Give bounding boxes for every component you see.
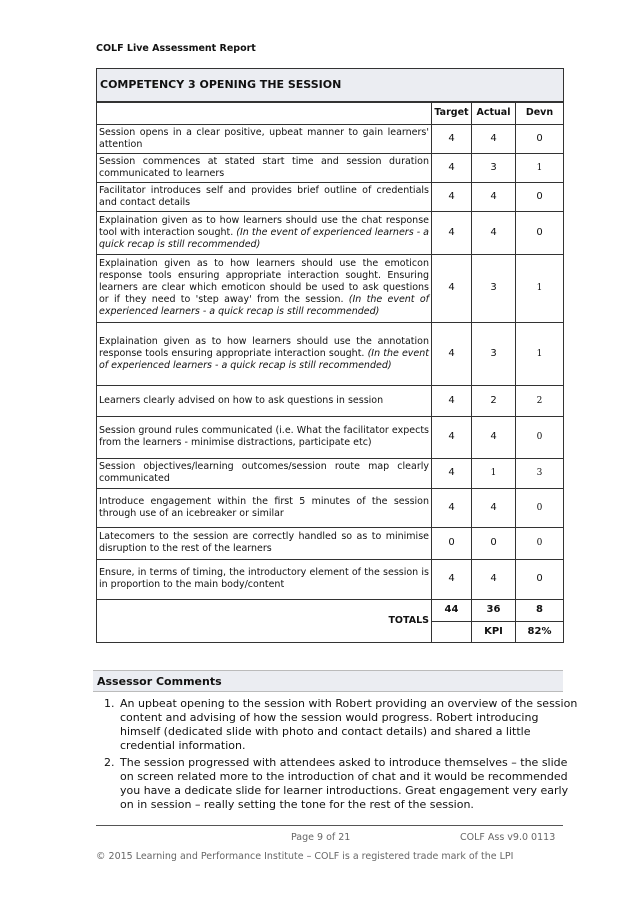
criteria-description: Ensure, in terms of timing, the introductory element of the session is in proportion to the main body/content [99, 567, 429, 590]
kpi-label: KPI [472, 621, 516, 642]
comment-item: 2. The session progressed with attendees asked to introduce themselves – the slide on screen related more to the introduction of chat and it would be recommended you have a dedicate slide for learner introductions. Great engagement very early on in session – really setting the tone for the rest of the session. [118, 756, 580, 812]
criteria-text [97, 385, 432, 416]
criteria-text [97, 182, 432, 211]
criteria-text [97, 488, 432, 527]
devn-score: 0 [516, 416, 564, 458]
footer-page-number: Page 9 of 21 [291, 832, 351, 843]
kpi-empty-cell [432, 621, 472, 642]
criteria-text [97, 416, 432, 458]
criteria-text [97, 124, 432, 153]
assessor-comments-heading: Assessor Comments [93, 670, 563, 692]
actual-score: 3 [472, 254, 516, 322]
criteria-text [97, 211, 432, 254]
devn-column-header: Devn [516, 102, 564, 124]
total-target: 44 [432, 599, 472, 621]
page-header-title: COLF Live Assessment Report [96, 43, 256, 54]
target-score: 4 [432, 254, 472, 322]
criteria-description: Session commences at stated start time and session duration communicated to learners [99, 155, 429, 179]
devn-score: 1 [516, 153, 564, 182]
target-column-header: Target [432, 102, 472, 124]
criteria-description: Explaination given as to how learners should use the emoticon response tools ensuring appropriate interaction sought. Ensuring learners are clear which emoticon should be used to ask questions or if they need to 'step away' from the session. [99, 258, 429, 305]
competency-title: COMPETENCY 3 OPENING THE SESSION [97, 69, 564, 103]
criteria-row [97, 488, 564, 527]
criteria-row [97, 559, 564, 599]
devn-score: 0 [516, 211, 564, 254]
totals-label: TOTALS [97, 599, 432, 642]
criteria-text [97, 559, 432, 599]
criteria-description: Learners clearly advised on how to ask questions in session [99, 394, 384, 406]
actual-score: 1 [472, 458, 516, 488]
total-actual: 36 [472, 599, 516, 621]
criteria-header-cell [97, 102, 432, 124]
competency-table [96, 68, 564, 643]
devn-score: 0 [516, 488, 564, 527]
criteria-description: Latecomers to the session are correctly handled so as to minimise disruption to the rest of the learners [99, 531, 429, 554]
footer-copyright: © 2015 Learning and Performance Institute – COLF is a registered trade mark of the LPI [96, 851, 514, 862]
target-score: 4 [432, 458, 472, 488]
criteria-row [97, 385, 564, 416]
assessor-comments-list [100, 697, 580, 815]
target-score: 4 [432, 559, 472, 599]
criteria-row [97, 416, 564, 458]
actual-score: 4 [472, 488, 516, 527]
actual-score: 0 [472, 527, 516, 559]
comment-item: 1. An upbeat opening to the session with Robert providing an overview of the session content and advising of how the session would progress. Robert introducing himself (dedicated slide with photo and contact details) and shared a little credential information. [118, 697, 580, 753]
devn-score: 0 [516, 124, 564, 153]
devn-score: 3 [516, 458, 564, 488]
criteria-note: (In the event of experienced learners - a quick recap is still recommended) [99, 226, 429, 250]
criteria-row [97, 211, 564, 254]
criteria-description: Explaination given as to how learners should use the chat response tool with interaction sought. [99, 214, 429, 238]
criteria-description: Introduce engagement within the first 5 minutes of the session through use of an icebreaker or similar [99, 495, 429, 519]
footer-divider [96, 825, 563, 826]
actual-column-header: Actual [472, 102, 516, 124]
target-score: 4 [432, 322, 472, 385]
criteria-row [97, 124, 564, 153]
criteria-description: Explaination given as to how learners should use the annotation response tools ensuring appropriate interaction sought. [99, 335, 429, 359]
actual-score: 4 [472, 182, 516, 211]
target-score: 4 [432, 124, 472, 153]
criteria-text [97, 322, 432, 385]
actual-score: 3 [472, 322, 516, 385]
actual-score: 4 [472, 416, 516, 458]
devn-score: 1 [516, 322, 564, 385]
devn-score: 1 [516, 254, 564, 322]
criteria-text [97, 527, 432, 559]
criteria-row [97, 322, 564, 385]
criteria-description: Session opens in a clear positive, upbeat manner to gain learners' attention [99, 126, 429, 150]
devn-score: 0 [516, 182, 564, 211]
devn-score: 0 [516, 559, 564, 599]
criteria-description: Session objectives/learning outcomes/session route map clearly communicated [99, 461, 429, 484]
criteria-text [97, 458, 432, 488]
criteria-text [97, 254, 432, 322]
target-score: 4 [432, 385, 472, 416]
totals-row [97, 599, 564, 621]
column-header-row [97, 102, 564, 124]
total-devn: 8 [516, 599, 564, 621]
criteria-row [97, 182, 564, 211]
criteria-note: (In the event of experienced learners - a quick recap is still recommended) [99, 294, 429, 317]
criteria-row [97, 153, 564, 182]
criteria-description: Facilitator introduces self and provides brief outline of credentials and contact details [99, 184, 429, 208]
competency-title-row [97, 69, 564, 103]
actual-score: 2 [472, 385, 516, 416]
target-score: 0 [432, 527, 472, 559]
actual-score: 4 [472, 211, 516, 254]
criteria-row [97, 458, 564, 488]
target-score: 4 [432, 488, 472, 527]
actual-score: 3 [472, 153, 516, 182]
actual-score: 4 [472, 559, 516, 599]
devn-score: 0 [516, 527, 564, 559]
target-score: 4 [432, 182, 472, 211]
actual-score: 4 [472, 124, 516, 153]
criteria-row [97, 254, 564, 322]
target-score: 4 [432, 211, 472, 254]
target-score: 4 [432, 416, 472, 458]
target-score: 4 [432, 153, 472, 182]
footer-version: COLF Ass v9.0 0113 [460, 832, 556, 843]
criteria-description: Session ground rules communicated (i.e. What the facilitator expects from the learners - minimise distractions, participate etc) [99, 425, 429, 448]
criteria-text [97, 153, 432, 182]
kpi-value: 82% [516, 621, 564, 642]
devn-score: 2 [516, 385, 564, 416]
criteria-row [97, 527, 564, 559]
criteria-note: (In the event of experienced learners - a quick recap is still recommended) [99, 347, 430, 371]
